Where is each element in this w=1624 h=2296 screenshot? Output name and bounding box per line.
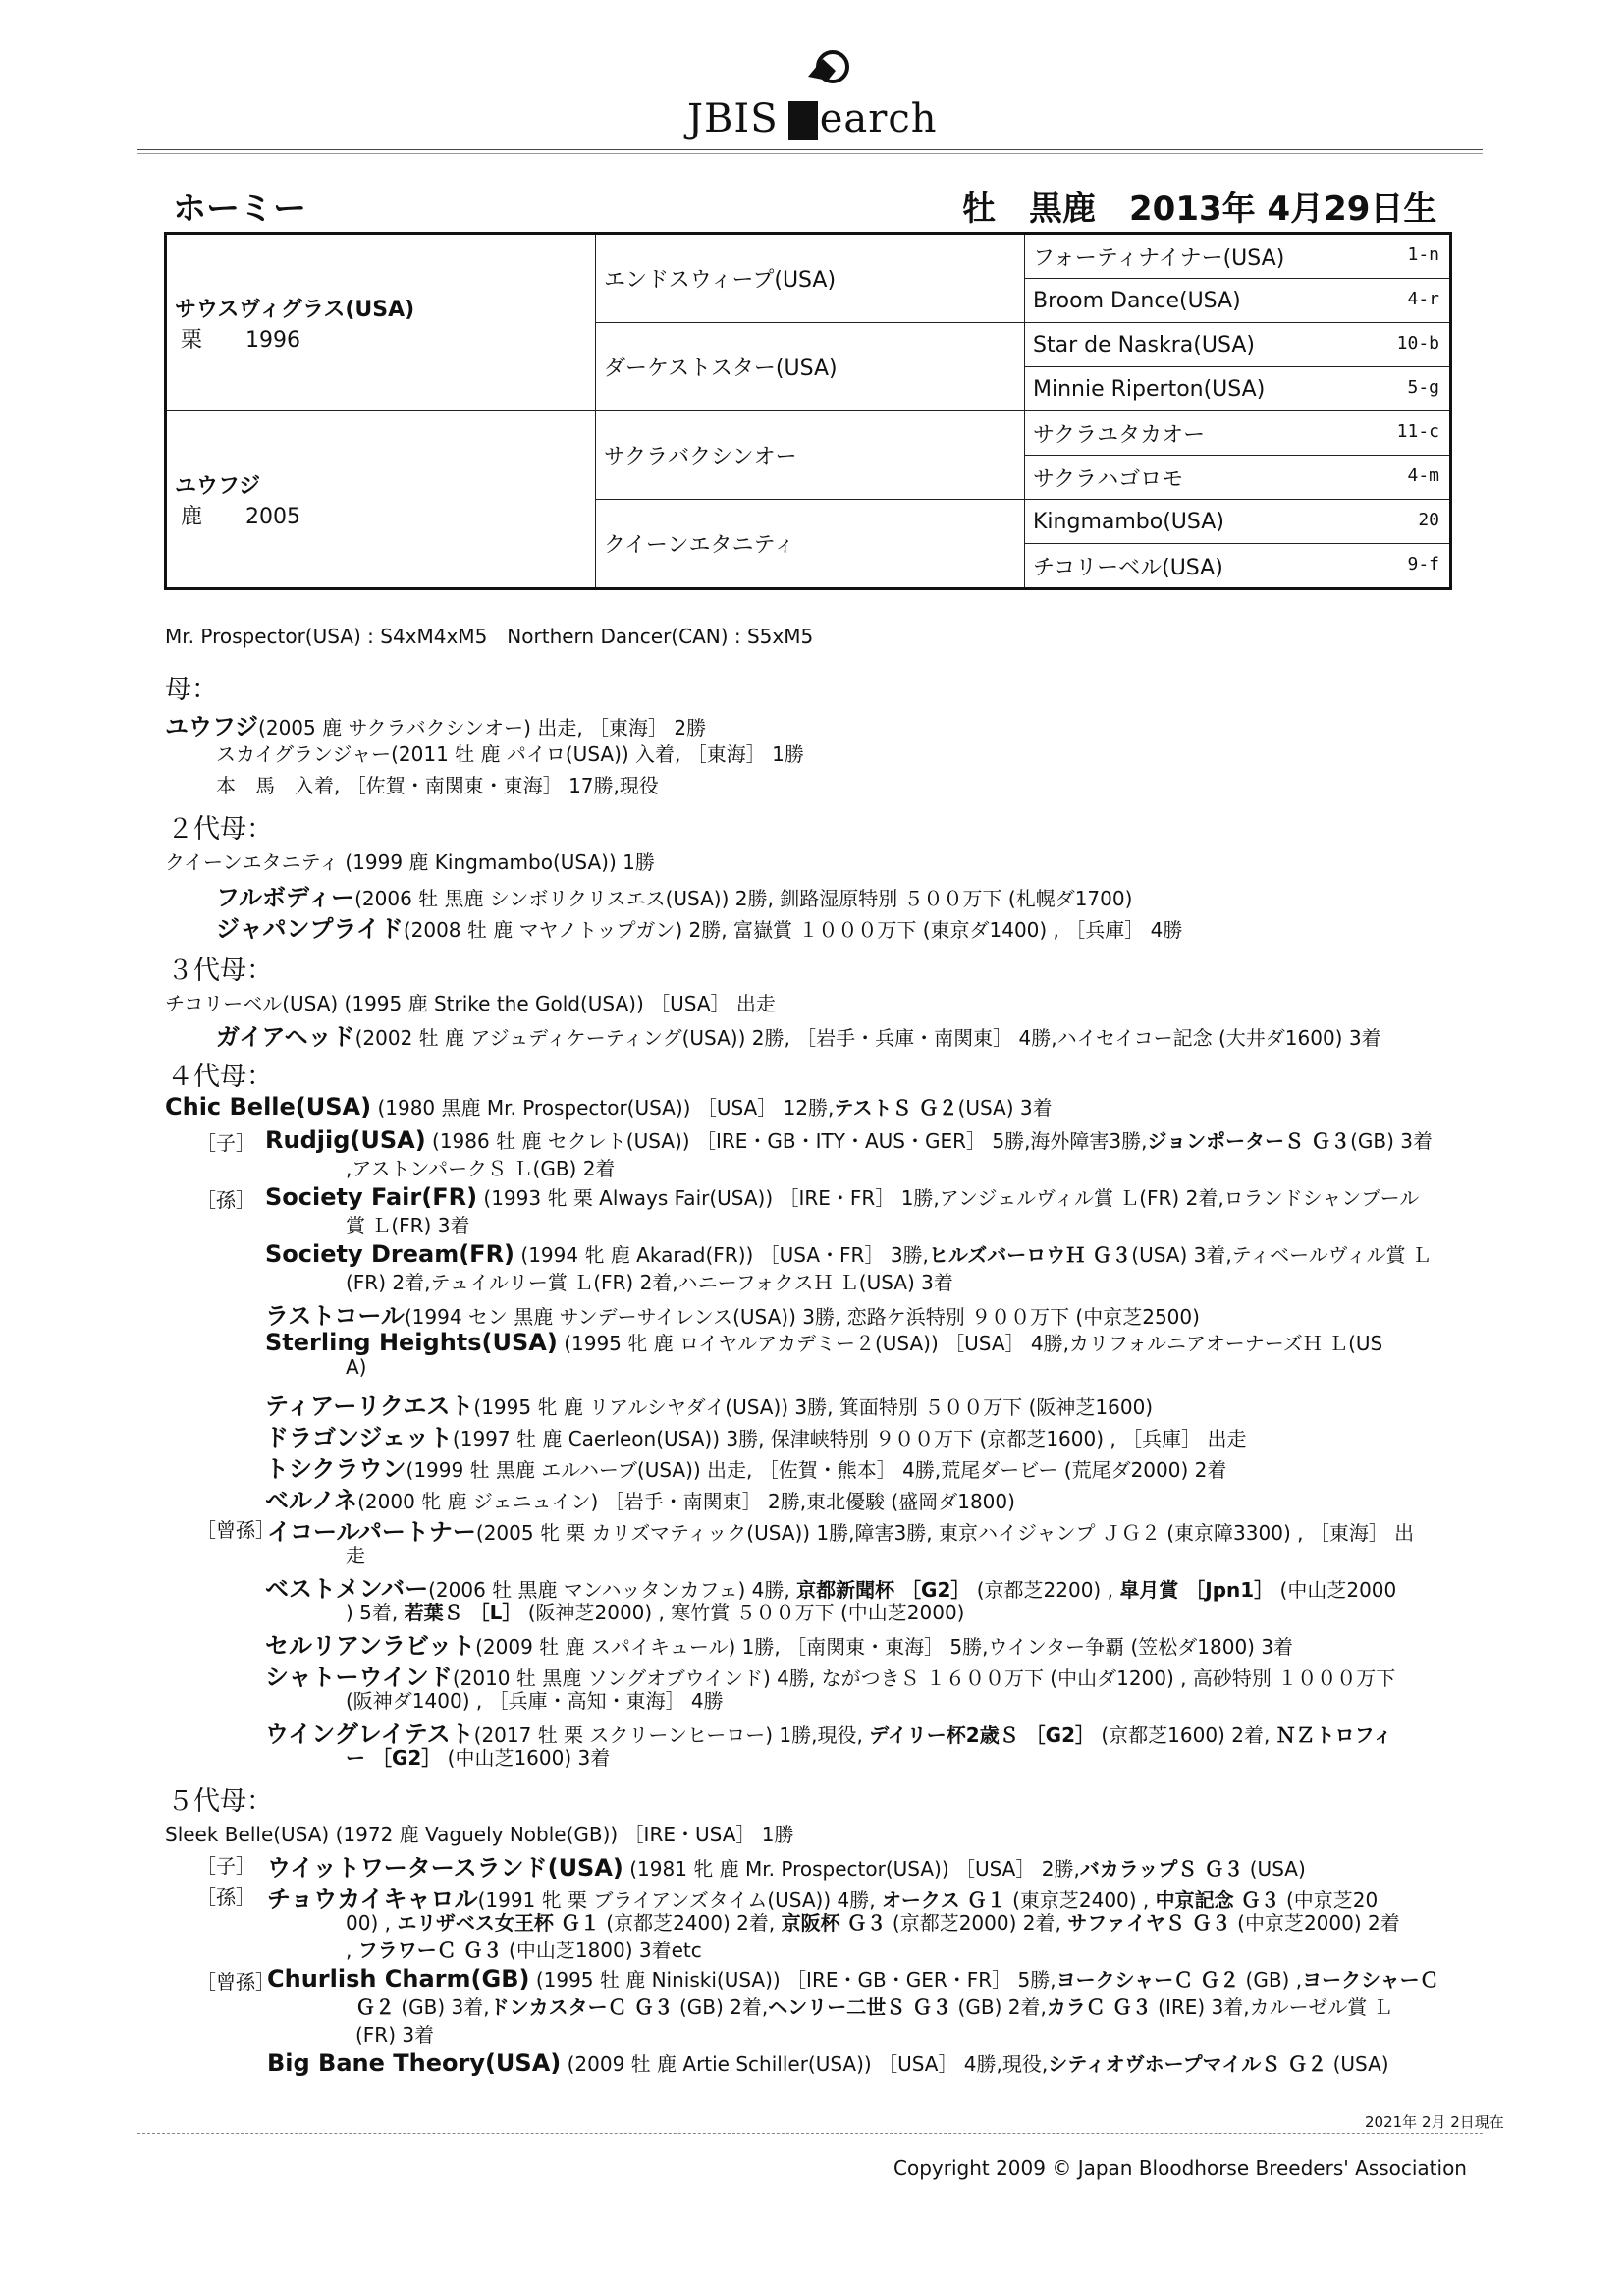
tag-great-grandchild: ［曾孫］	[196, 1970, 275, 1994]
section-dam4: ４代母：	[167, 1062, 273, 1092]
record-line: (FR) 2着,テュイルリー賞 Ｌ(FR) 2着,ハニーフォクスＨ Ｌ(USA) 3着	[346, 1271, 953, 1294]
gen3-name: Minnie Riperton(USA)	[1033, 376, 1266, 402]
family-number: 11-c	[1396, 421, 1439, 442]
family-number: 5-g	[1407, 377, 1439, 398]
family-number: 10-b	[1396, 333, 1439, 354]
record-line: 本 馬 入着, ［佐賀・南関東・東海］ 17勝,現役	[216, 774, 659, 797]
record-line: チコリーベル(USA) (1995 鹿 Strike the Gold(USA)) ［USA］ 出走	[165, 992, 776, 1015]
record-line: ガイアヘッド(2002 牡 鹿 アジュディケーティング(USA)) 2勝, ［岩手・兵庫・南関東］ 4勝,ハイセイコー記念 (大井ダ1600) 3着	[216, 1023, 1381, 1051]
record-line: 賞 Ｌ(FR) 3着	[346, 1214, 470, 1237]
dam-name: ユウフジ	[175, 473, 261, 499]
family-number: 4-r	[1407, 289, 1439, 309]
gen3-cell	[1025, 500, 1451, 544]
gen2-cell: クイーンエタニティ	[596, 500, 1025, 589]
gen2-cell: サクラバクシンオー	[596, 411, 1025, 500]
record-line: チョウカイキャロル(1991 牝 栗 ブライアンズタイム(USA)) 4勝, オークス Ｇ１ (東京芝2400) , 中京記念 Ｇ３ (中京芝20	[267, 1886, 1379, 1913]
gen3-name: Broom Dance(USA)	[1033, 288, 1241, 313]
record-line: Churlish Charm(GB) (1995 牡 鹿 Niniski(USA)) ［IRE・GB・GER・FR］ 5勝,ヨークシャーＣ Ｇ２ (GB) ,ヨークシャーＣ	[267, 1965, 1439, 1993]
jbis-logo	[687, 47, 982, 145]
as-of-date: 2021年 2月 2日現在	[1365, 2113, 1504, 2131]
record-line: (阪神ダ1400) , ［兵庫・高知・東海］ 4勝	[346, 1689, 724, 1713]
family-number: 1-n	[1407, 245, 1439, 265]
record-line: ラストコール(1994 セン 黒鹿 サンデーサイレンス(USA)) 3勝, 恋路ケ浜特別 ９００万下 (中京芝2500)	[265, 1302, 1200, 1330]
gen3-name: フォーティナイナー(USA)	[1033, 246, 1285, 271]
record-line: Chic Belle(USA) (1980 黒鹿 Mr. Prospector(USA)) ［USA］ 12勝,テストＳ Ｇ２(USA) 3着	[165, 1093, 1053, 1121]
section-dam5: ５代母：	[167, 1786, 273, 1817]
record-line: Society Fair(FR) (1993 牝 栗 Always Fair(USA)) ［IRE・FR］ 1勝,アンジェルヴィル賞 Ｌ(FR) 2着,ロランドシャンブール	[265, 1183, 1420, 1211]
record-line: イコールパートナー(2005 牝 栗 カリズマティック(USA)) 1勝,障害3勝, 東京ハイジャンプ ＪＧ２ (東京障3300) , ［東海］ 出	[267, 1518, 1415, 1546]
record-line: ドラゴンジェット(1997 牡 鹿 Caerleon(USA)) 3勝, 保津峡特別 ９００万下 (京都芝1600) , ［兵庫］ 出走	[265, 1424, 1247, 1451]
gen3-cell	[1025, 456, 1451, 500]
gen3-cell	[1025, 323, 1451, 367]
record-line: ティアーリクエスト(1995 牝 鹿 リアルシヤダイ(USA)) 3勝, 箕面特別 ５００万下 (阪神芝1600)	[265, 1393, 1154, 1420]
record-line: クイーンエタニティ (1999 鹿 Kingmambo(USA)) 1勝	[165, 850, 655, 874]
gen3-name: チコリーベル(USA)	[1033, 555, 1223, 580]
gen3-cell	[1025, 544, 1451, 589]
record-line: (FR) 3着	[355, 2023, 435, 2047]
record-line: Ｇ２ (GB) 3着,ドンカスターＣ Ｇ３ (GB) 2着,ヘンリー二世Ｓ Ｇ３ (GB) 2着,カラＣ Ｇ３ (IRE) 3着,カルーゼル賞 Ｌ	[355, 1995, 1393, 2019]
footer-rule	[137, 2133, 1483, 2134]
horse-info: 牡 黒鹿 2013年 4月29日生	[962, 190, 1437, 229]
sire-name: サウスヴィグラス(USA)	[175, 297, 415, 322]
section-dam: 母：	[165, 675, 218, 705]
record-line: シャトーウインド(2010 牡 黒鹿 ソングオブウインド) 4勝, ながつきＳ １６００万下 (中山ダ1200) , 高砂特別 １０００万下	[265, 1664, 1396, 1691]
gen3-name: サクラユタカオー	[1033, 422, 1206, 448]
record-line: ,アストンパークＳ Ｌ(GB) 2着	[346, 1157, 616, 1180]
gen2-cell: エンドスウィープ(USA)	[596, 234, 1025, 323]
family-number: 4-m	[1407, 465, 1439, 486]
section-dam3: ３代母：	[167, 956, 273, 986]
record-line: ユウフジ(2005 鹿 サクラバクシンオー) 出走, ［東海］ 2勝	[165, 713, 707, 740]
horse-name: ホーミー	[173, 190, 306, 229]
record-line: Sterling Heights(USA) (1995 牝 鹿 ロイヤルアカデミー２(USA)) ［USA］ 4勝,カリフォルニアオーナーズＨ Ｌ(US	[265, 1329, 1383, 1356]
gen3-cell	[1025, 279, 1451, 323]
record-line: フルボディー(2006 牡 黒鹿 シンボリクリスエス(USA)) 2勝, 釧路湿原特別 ５００万下 (札幌ダ1700)	[216, 884, 1133, 911]
record-line: Sleek Belle(USA) (1972 鹿 Vaguely Noble(GB)) ［IRE・USA］ 1勝	[165, 1823, 794, 1846]
gen3-cell	[1025, 411, 1451, 456]
tag-great-grandchild: ［曾孫］	[196, 1518, 275, 1542]
gen3-name: サクラハゴロモ	[1033, 466, 1184, 492]
record-line: Big Bane Theory(USA) (2009 牡 鹿 Artie Schiller(USA)) ［USA］ 4勝,現役,シティオヴホープマイルＳ Ｇ２ (USA)	[267, 2050, 1389, 2077]
record-line: , フラワーＣ Ｇ３ (中山芝1800) 3着etc	[346, 1939, 702, 1962]
record-line: ) 5着, 若葉Ｓ ［L］ (阪神芝2000) , 寒竹賞 ５００万下 (中山芝2000)	[346, 1601, 965, 1624]
gen3-name: Star de Naskra(USA)	[1033, 332, 1255, 357]
gen2-cell: ダーケストスター(USA)	[596, 323, 1025, 411]
sire-cell	[166, 234, 596, 411]
gen3-cell	[1025, 367, 1451, 411]
record-line: A)	[346, 1355, 367, 1379]
dam-cell	[166, 411, 596, 589]
section-dam2: ２代母：	[167, 814, 273, 845]
gen3-cell	[1025, 234, 1451, 279]
record-line: 00) , エリザベス女王杯 Ｇ１ (京都芝2400) 2着, 京阪杯 Ｇ３ (京都芝2000) 2着, サファイヤＳ Ｇ３ (中京芝2000) 2着	[346, 1911, 1400, 1935]
record-line: 走	[346, 1544, 365, 1567]
header-rule	[137, 149, 1483, 154]
record-line: スカイグランジャー(2011 牡 鹿 パイロ(USA)) 入着, ［東海］ 1勝	[216, 742, 804, 766]
logo-text: JBIS Search	[687, 96, 938, 141]
pedigree-table	[164, 232, 1452, 590]
sire-detail: 栗 1996	[181, 327, 300, 353]
family-number: 9-f	[1407, 554, 1439, 574]
record-line: Society Dream(FR) (1994 牝 鹿 Akarad(FR)) ［USA・FR］ 3勝,ヒルズバーロウＨ Ｇ３(USA) 3着,ティベールヴィル賞 Ｌ	[265, 1240, 1432, 1268]
record-line: ウイングレイテスト(2017 牡 栗 スクリーンヒーロー) 1勝,現役, デイリー杯2歳Ｓ ［G2］ (京都芝1600) 2着, ＮＺトロフィ	[265, 1721, 1393, 1748]
record-line: ベルノネ(2000 牝 鹿 ジェニュイン) ［岩手・南関東］ 2勝,東北優駿 (盛岡ダ1800)	[265, 1487, 1015, 1514]
inbreeding-crosses: Mr. Prospector(USA) : S4xM4xM5 Northern Dancer(CAN) : S5xM5	[165, 625, 814, 648]
record-line: Rudjig(USA) (1986 牡 鹿 セクレト(USA)) ［IRE・GB・ITY・AUS・GER］ 5勝,海外障害3勝,ジョンポーターＳ Ｇ３(GB) 3着	[265, 1126, 1433, 1154]
record-line: ジャパンプライド(2008 牡 鹿 マヤノトップガン) 2勝, 富嶽賞 １０００万下 (東京ダ1400) , ［兵庫］ 4勝	[216, 915, 1183, 943]
copyright: Copyright 2009 © Japan Bloodhorse Breeders' Association	[893, 2157, 1467, 2180]
tag-child: ［子］	[196, 1854, 255, 1878]
tag-grandchild: ［孫］	[196, 1188, 255, 1212]
record-line: セルリアンラビット(2009 牡 鹿 スパイキュール) 1勝, ［南関東・東海］ 5勝,ウインター争覇 (笠松ダ1800) 3着	[265, 1632, 1294, 1660]
record-line: トシクラウン(1999 牡 黒鹿 エルハーブ(USA)) 出走, ［佐賀・熊本］ 4勝,荒尾ダービー (荒尾ダ2000) 2着	[265, 1455, 1227, 1483]
dam-detail: 鹿 2005	[181, 504, 300, 529]
family-number: 20	[1418, 510, 1439, 530]
record-line: ー ［G2］ (中山芝1600) 3着	[346, 1746, 611, 1770]
gen3-name: Kingmambo(USA)	[1033, 509, 1224, 534]
record-line: ベストメンバー(2006 牡 黒鹿 マンハッタンカフェ) 4勝, 京都新聞杯 ［G2］ (京都芝2200) , 皐月賞 ［Jpn1］ (中山芝2000	[265, 1575, 1397, 1603]
tag-child: ［子］	[196, 1131, 255, 1155]
tag-grandchild: ［孫］	[196, 1886, 255, 1909]
record-line: ウイットワータースランド(USA) (1981 牝 鹿 Mr. Prospector(USA)) ［USA］ 2勝,バカラップＳ Ｇ３ (USA)	[267, 1854, 1306, 1882]
